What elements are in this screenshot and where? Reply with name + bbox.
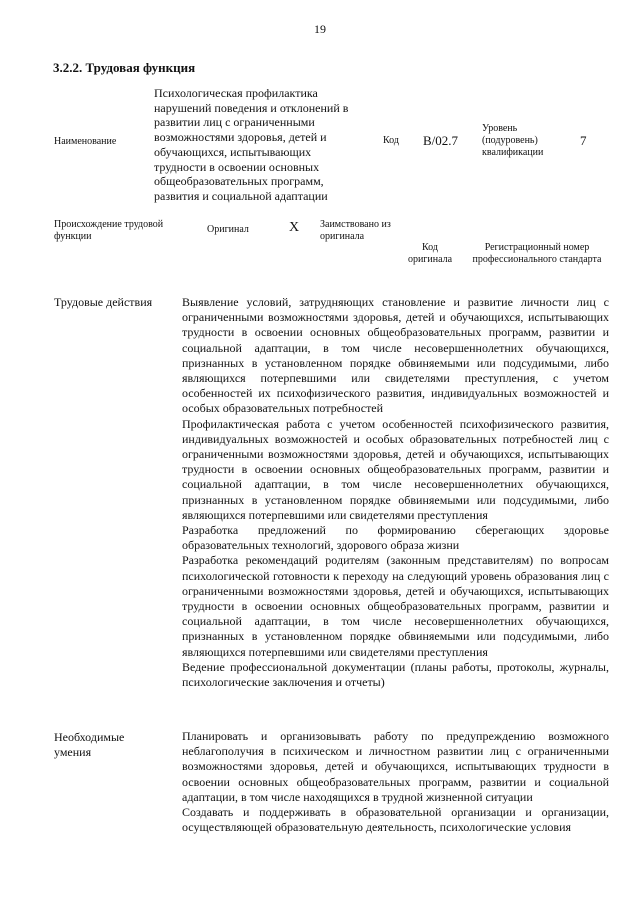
labor-action-item: Разработка рекомендаций родителям (законным представителям) по вопросам психологической готовности к переходу на следующий уровень образования лиц с ограниченными возможностями здоровья, детей и обучающихся, испытывающих трудности в освоении основных общеобразовательных программ, развитии и социальной адаптации, в том числе несовершеннолетних обучающихся, признанных в установленном порядке обвиняемыми или подсудимыми, либо являющихся потерпевшими или свидетелями преступления (182, 553, 609, 659)
level-value: 7 (580, 133, 587, 148)
code-original-label: Код оригинала (407, 242, 453, 265)
original-mark: X (289, 220, 300, 235)
page-number: 19 (314, 22, 326, 36)
labor-actions-text (182, 295, 609, 690)
code-value: B/02.7 (423, 133, 459, 148)
reg-number-label: Регистрационный номер профессионального стандарта (472, 242, 602, 265)
labor-action-item: Профилактическая работа с учетом особенностей психофизического развития, индивидуальных возможностей и особых образовательных потребностей лиц с ограниченными возможностями здоровья, детей и обучающихся, испытывающих трудности в освоении основных общеобразовательных программ, развитии и социальной адаптации, в том числе несовершеннолетних обучающихся, признанных в установленном порядке обвиняемыми или подсудимыми, либо являющихся потерпевшими или свидетелями преступления (182, 416, 609, 522)
borrowed-label: Заимствовано из оригинала (320, 219, 391, 242)
origin-label: Происхождение трудовой функции (54, 219, 164, 242)
skill-item: Планировать и организовывать работу по предупреждению возможного неблагополучия в психическом и личностном развитии лиц с ограниченными возможностями здоровья, детей и обучающихся, испытывающих трудности в освоении основных общеобразовательных программ, развитии и социальной адаптации, в том числе находящихся в трудной жизненной ситуации (182, 729, 609, 804)
labor-action-item: Ведение профессиональной документации (планы работы, протоколы, журналы, психологические заключения и отчеты) (182, 659, 609, 690)
skill-item: Создавать и поддерживать в образовательной организации и организации, осуществляющей образовательную деятельность, психологические условия (182, 805, 609, 835)
required-skills-text (182, 729, 609, 835)
labor-action-item: Разработка предложений по формированию сберегающих здоровье образовательных технологий, здорового образа жизни (182, 523, 609, 553)
name-label: Наименование (54, 136, 117, 147)
level-label: Уровень (подуровень) квалификации (482, 123, 544, 158)
labor-actions-label: Трудовые действия (54, 295, 153, 309)
function-name: Психологическая профилактика нарушений поведения и отклонений в развитии лиц с ограниченными возможностями здоровья, детей и обучающихся, испытывающих трудности в освоении основных общеобразовательных программ, развития и социальной адаптации (154, 86, 349, 203)
section-heading: 3.2.2. Трудовая функция (53, 60, 196, 75)
labor-action-item: Выявление условий, затрудняющих становление и развитие личности лиц с ограниченными возможностями здоровья, детей и обучающихся, испытывающих трудности в освоении основных общеобразовательных программ, развитии и социальной адаптации, в том числе несовершеннолетних обучающихся, признанных в установленном порядке обвиняемыми или подсудимыми, либо являющихся потерпевшими или свидетелями преступления, с учетом особенностей их психофизического развития, индивидуальных возможностей и особых образовательных потребностей (182, 295, 609, 416)
code-label: Код (383, 135, 399, 146)
required-skills-label: Необходимые умения (54, 730, 125, 759)
original-label: Оригинал (207, 224, 249, 235)
